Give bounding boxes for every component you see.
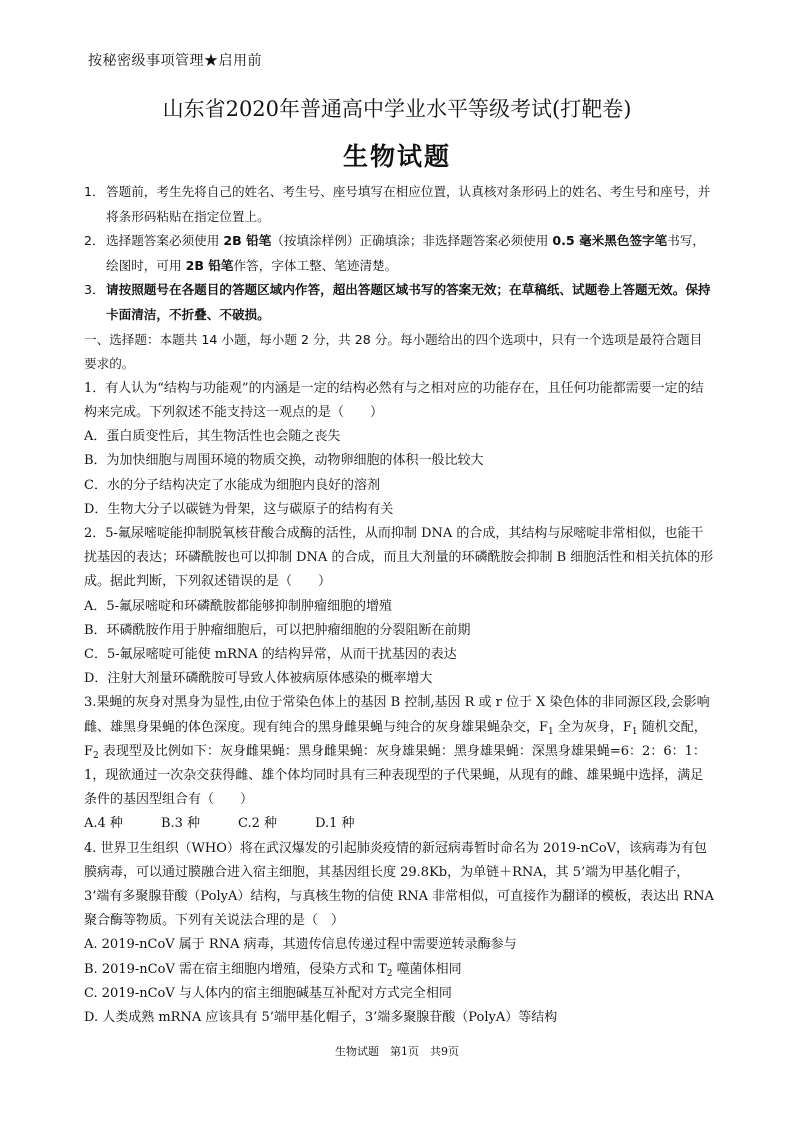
question-4-option-c: C. 2019-nCoV 与人体内的宿主细胞碱基互补配对方式完全相同 — [84, 985, 452, 1001]
question-3-option-c: C.2 种 — [238, 816, 278, 832]
stem-part: 全为灰身，F — [553, 719, 632, 735]
subscript: 2 — [386, 968, 393, 979]
subject-title: 生物试题 — [342, 142, 451, 171]
question-4-option-d: D. 人类成熟 mRNA 应该具有 5’端甲基化帽子，3’端多聚腺苷酸（PolyA）等结构 — [84, 1010, 558, 1026]
confidential-notice: 按秘密级事项管理★启用前 — [88, 53, 262, 69]
question-3-options — [84, 812, 714, 836]
note-number: 1． — [84, 184, 105, 199]
stem-part: 3.果蝇的灰身对黑身为显性,由位于常染色体上的基因 B 控制,基因 R 或 r 位于 X 染色体的非同源区段,会影响雌、雄黑身果蝇的体色深度。现有纯合的黑身雌果蝇与纯合的灰身雄果蝇杂交，F — [84, 695, 710, 735]
note-text — [106, 229, 714, 278]
question-4-stem: 4. 世界卫生组织（WHO）将在武汉爆发的引起肺炎疫情的新冠病毒暂时命名为 2019-nCoV，该病毒为有包膜病毒，可以通过膜融合进入宿主细胞，其基因组长度 29.8Kb，为单链＋RNA，其 5’端为甲基化帽子，3’端有多聚腺苷酸（PolyA）结构，与真核生物的信使 RNA 非常相似，可直接作为翻译的模板，表达出 RNA 聚合酶等物质。下列有关说法合理的是（ ） — [84, 840, 714, 929]
question-1-stem: 1．有人认为“结构与功能观”的内涵是一定的结构必然有与之相对应的功能存在，且任何功能都需要一定的结构来完成。下列叙述不能支持这一观点的是（ ） — [84, 380, 704, 420]
note-text: 请按照题号在各题目的答题区域内作答，超出答题区域书写的答案无效；在草稿纸、试题卷上答题无效。保持卡面清洁，不折叠、不破损。 — [106, 282, 711, 322]
note-number: 2． — [84, 233, 105, 249]
note-1 — [84, 180, 714, 229]
question-3-stem — [84, 691, 714, 812]
note-text-part: （按填涂样例）正确填涂；非选择题答案必须使用 — [271, 233, 553, 249]
note-2 — [84, 229, 714, 278]
question-3-option-a: A.4 种 — [84, 816, 123, 832]
note-bold-part: 2B 铅笔 — [223, 233, 272, 249]
page-footer: 生物试题 第1页 共9页 — [335, 1045, 459, 1058]
section-heading: 一、选择题：本题共 14 小题，每小题 2 分，共 28 分。每小题给出的四个选项中，只有一个选项是最符合题目要求的。 — [84, 331, 703, 372]
note-text-part: 选择题答案必须使用 — [106, 233, 224, 249]
exam-body — [84, 180, 714, 1030]
question-1-option-c: C．水的分子结构决定了水能成为细胞内良好的溶剂 — [84, 477, 380, 493]
note-text-part: 作答，字体工整、笔迹清楚。 — [233, 257, 398, 273]
subscript: 2 — [93, 750, 99, 761]
note-text: 答题前，考生先将自己的姓名、考生号、座号填写在相应位置，认真核对条形码上的姓名、考生号和座号，并将条形码粘贴在指定位置上。 — [106, 184, 711, 224]
question-3-option-b: B.3 种 — [160, 816, 201, 832]
subscript: 1 — [631, 726, 638, 737]
question-4-option-a: A. 2019-nCoV 属于 RNA 病毒，其遗传信息传递过程中需要逆转录酶参与 — [84, 937, 517, 953]
question-2-option-c: C．5-氟尿嘧啶可能使 mRNA 的结构异常，从而干扰基因的表达 — [84, 646, 457, 662]
question-1-option-b: B．为加快细胞与周围环境的物质交换，动物卵细胞的体积一般比较大 — [84, 453, 484, 469]
note-number: 3． — [84, 282, 105, 298]
option-part: B. 2019-nCoV 需在宿主细胞内增殖，侵染方式和 T — [84, 961, 387, 977]
question-2-option-a: A．5-氟尿嘧啶和环磷酰胺都能够抑制肿瘤细胞的增殖 — [84, 598, 393, 614]
stem-part: 随机交配，F — [84, 719, 707, 759]
question-2-stem: 2．5-氟尿嘧啶能抑制脱氧核苷酸合成酶的活性，从而抑制 DNA 的合成，其结构与尿嘧啶非常相似，也能干扰基因的表达；环磷酰胺也可以抑制 DNA 的合成，而且大剂量的环磷酰胺会抑制 B 细胞活性和相关抗体的形成。据此判断，下列叙述错误的是（ ） — [84, 525, 714, 590]
note-3 — [84, 278, 714, 327]
exam-title: 山东省2020年普通高中学业水平等级考试(打靶卷) — [162, 97, 632, 121]
note-bold-part: 0.5 毫米黑色签字笔 — [552, 233, 668, 249]
question-3-option-d: D.1 种 — [315, 816, 355, 832]
note-bold-part: 2B 铅笔 — [185, 257, 234, 273]
subscript: 1 — [548, 726, 554, 737]
question-2-option-b: B．环磷酰胺作用于肿瘤细胞后，可以把肿瘤细胞的分裂阻断在前期 — [84, 622, 471, 638]
question-1-option-a: A．蛋白质变性后，其生物活性也会随之丧失 — [84, 429, 341, 445]
option-part: 噬菌体相同 — [392, 961, 462, 977]
question-4-option-b — [84, 958, 714, 982]
question-2-option-d: D．注射大剂量环磷酰胺可导致人体被病原体感染的概率增大 — [84, 671, 433, 687]
stem-part: 表现型及比例如下：灰身雌果蝇：黑身雌果蝇：灰身雄果蝇：黑身雄果蝇：深黑身雄果蝇=6：2：6：1：1，现欲通过一次杂交获得雌、雄个体均同时具有三种表现型的子代果蝇，从现有的雌、雄果蝇中选择，满足条件的基因型组合有（ ） — [84, 743, 706, 808]
question-1-option-d: D．生物大分子以碳链为骨架，这与碳原子的结构有关 — [84, 501, 394, 517]
note-text-part: 书写，绘图时，可用 — [106, 233, 706, 273]
